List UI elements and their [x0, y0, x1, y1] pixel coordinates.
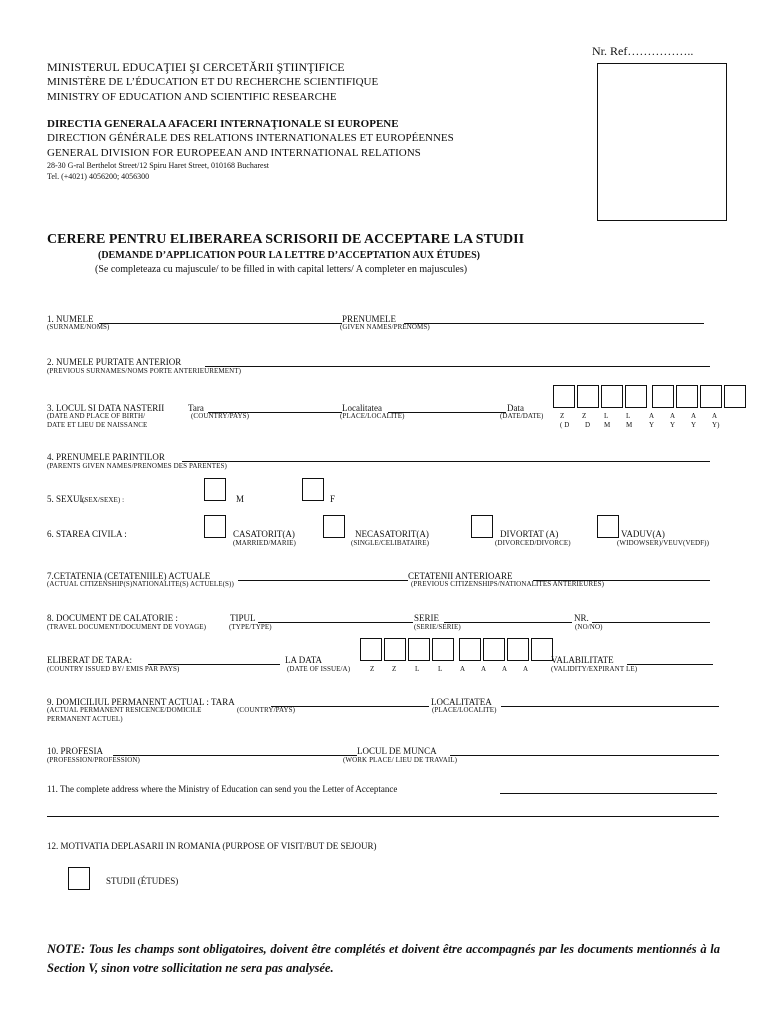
document-series-label: SERIE [414, 613, 440, 623]
divorced-sublabel: (DIVORCED/DIVORCE) [495, 539, 571, 547]
birth-date-digit-box[interactable] [724, 385, 746, 408]
previous-surnames-field[interactable] [205, 366, 710, 367]
issue-date-digit-box[interactable] [483, 638, 505, 661]
issue-date-digit-box[interactable] [459, 638, 481, 661]
birth-country-label: Tara [188, 403, 204, 413]
workplace-sublabel: (WORK PLACE/ LIEU DE TRAVAIL) [343, 756, 458, 764]
travel-document-sublabel: (TRAVEL DOCUMENT/DOCUMENT DE VOYAGE) [47, 623, 207, 631]
birth-sublabel-2: DATE ET LIEU DE NAISSANCE [47, 421, 148, 429]
residence-country-sublabel: (COUNTRY/PAYS) [237, 706, 296, 714]
document-series-sublabel: (SERIE/SERIE) [414, 623, 461, 631]
date-letter: Z [582, 412, 587, 420]
issue-date-digit-box[interactable] [432, 638, 454, 661]
studies-checkbox[interactable] [68, 867, 90, 890]
date-letter: A [502, 665, 508, 673]
document-number-label: NR. [574, 613, 589, 623]
parents-label: 4. PRENUMELE PARINTILOR [47, 452, 165, 462]
birth-date-digit-box[interactable] [625, 385, 647, 408]
birth-sublabel-1: (DATE AND PLACE OF BIRTH/ [47, 412, 146, 420]
ministry-ro: MINISTERUL EDUCAŢIEI ŞI CERCETĂRII ŞTIINŢIFICE [47, 60, 345, 74]
issued-by-label: ELIBERAT DE TARA: [47, 655, 132, 665]
issue-date-digit-box[interactable] [384, 638, 406, 661]
sex-female-label: F [330, 494, 336, 504]
residence-sublabel-2: PERMANENT ACTUEL) [47, 715, 123, 723]
birth-date-digit-box[interactable] [700, 385, 722, 408]
issue-date-digit-box[interactable] [408, 638, 430, 661]
citizenship-field[interactable] [238, 580, 408, 581]
issue-date-digit-box[interactable] [507, 638, 529, 661]
issue-date-digit-box[interactable] [531, 638, 553, 661]
date-letter: A [481, 665, 487, 673]
married-label: CASATORIT(A) [233, 529, 295, 539]
acceptance-address-label: 11. The complete address where the Ministry of Education can send you the Letter of Acceptance [47, 784, 398, 794]
residence-place-field[interactable] [501, 706, 719, 707]
date-letter: Z [370, 665, 375, 673]
surname-sublabel: (SURNAME/NOMS) [47, 323, 110, 331]
travel-document-label: 8. DOCUMENT DE CALATORIE : [47, 613, 178, 623]
birth-date-label: Data [507, 403, 524, 413]
date-letter: A [523, 665, 529, 673]
address: 28-30 G-ral Berthelot Street/12 Spiru Haret Street, 010168 Bucharest [47, 161, 269, 170]
widowed-checkbox[interactable] [597, 515, 619, 538]
birth-country-sublabel: (COUNTRY/PAYS) [191, 412, 250, 420]
date-letter: A [691, 412, 697, 420]
workplace-field[interactable] [450, 755, 719, 756]
photo-box[interactable] [597, 63, 727, 221]
direction-fr: DIRECTION GÉNÉRALE DES RELATIONS INTERNATIONALES ET EUROPÉENNES [47, 132, 454, 144]
profession-sublabel: (PROFESSION/PROFESSION) [47, 756, 140, 764]
issue-date-digit-box[interactable] [360, 638, 382, 661]
date-letter: Z [560, 412, 565, 420]
widowed-sublabel: (WIDOWSER)/VEUV(VEDF)) [617, 539, 710, 547]
studies-label: STUDII (ÉTUDES) [106, 876, 179, 886]
date-letter: Y [691, 421, 697, 429]
workplace-label: LOCUL DE MUNCA [357, 746, 437, 756]
document-number-field[interactable] [592, 622, 710, 623]
sex-sublabel: (SEX/SEXE) : [82, 496, 125, 504]
validity-sublabel: (VALIDITY/EXPIRANT LE) [551, 665, 638, 673]
issued-by-sublabel: (COUNTRY ISSUED BY/ EMIS PAR PAYS) [47, 665, 180, 673]
parents-field[interactable] [182, 461, 710, 462]
residence-sublabel-1: (ACTUAL PERMANENT RESICENCE/DOMICILE [47, 706, 202, 714]
birth-place-label: Localitatea [342, 403, 382, 413]
date-letter: D [585, 421, 591, 429]
form-subtitle: (DEMANDE D’APPLICATION POUR LA LETTRE D’ACCEPTATION AUX ÉTUDES) [98, 250, 480, 261]
date-letter: Z [392, 665, 397, 673]
profession-label: 10. PROFESIA [47, 746, 104, 756]
validity-field[interactable] [627, 664, 713, 665]
document-type-field[interactable] [258, 622, 413, 623]
issue-date-sublabel: (DATE OF ISSUE/A) [287, 665, 351, 673]
divorced-checkbox[interactable] [471, 515, 493, 538]
married-sublabel: (MARRIED/MARIE) [233, 539, 296, 547]
date-letter: Y) [712, 421, 720, 429]
birth-label: 3. LOCUL SI DATA NASTERII [47, 403, 165, 413]
citizenship-label: 7.CETATENIA (CETATENIILE) ACTUALE [47, 571, 211, 581]
date-letter: L [438, 665, 443, 673]
issue-date-label: LA DATA [285, 655, 323, 665]
ministry-en: MINISTRY OF EDUCATION AND SCIENTIFIC RESEARCHE [47, 91, 337, 103]
sex-female-checkbox[interactable] [302, 478, 324, 501]
date-letter: Y [670, 421, 676, 429]
citizenship-sublabel: (ACTUAL CITIZENSHIP(S)NATIONALITE(S) ACTUELE(S)) [47, 580, 234, 588]
birth-date-digit-box[interactable] [676, 385, 698, 408]
given-names-field[interactable] [404, 323, 704, 324]
reference-number: Nr. Ref…………….. [592, 44, 694, 58]
sex-label: 5. SEXUL [47, 494, 85, 504]
document-series-field[interactable] [444, 622, 572, 623]
date-letter: A [460, 665, 466, 673]
given-names-label: PRENUMELE [342, 314, 396, 324]
birth-place-field[interactable] [388, 412, 506, 413]
date-letter: ( D [560, 421, 570, 429]
validity-label: VALABILITATE [551, 655, 614, 665]
date-letter: M [604, 421, 611, 429]
birth-date-sublabel: (DATE/DATE) [500, 412, 544, 420]
previous-citizenship-sublabel: (PREVIOUS CITIZENSHIPS/NATIONALITES ANTERIEURES) [411, 580, 605, 588]
direction-ro: DIRECTIA GENERALA AFACERI INTERNAŢIONALE SI EUROPENE [47, 118, 399, 130]
direction-en: GENERAL DIVISION FOR EUROPEEAN AND INTERNATIONAL RELATIONS [47, 147, 421, 159]
date-letter: L [415, 665, 420, 673]
divorced-label: DIVORTAT (A) [500, 529, 559, 539]
birth-date-digit-box[interactable] [553, 385, 575, 408]
residence-place-label: LOCALITATEA [431, 697, 492, 707]
document-type-sublabel: (TYPE/TYPE) [229, 623, 272, 631]
surname-field[interactable] [99, 323, 342, 324]
date-letter: L [626, 412, 631, 420]
birth-date-digit-box[interactable] [577, 385, 599, 408]
acceptance-address-field-2[interactable] [47, 816, 719, 817]
residence-place-sublabel: (PLACE/LOCALITE) [432, 706, 497, 714]
parents-sublabel: (PARENTS GIVEN NAMES/PRENOMES DES PARENTES) [47, 462, 227, 470]
sex-male-checkbox[interactable] [204, 478, 226, 501]
phone: Tel. (+4021) 4056200; 4056300 [47, 172, 150, 181]
ministry-fr: MINISTÈRE DE L’ÉDUCATION ET DU RECHERCHE SCIENTIFIQUE [47, 76, 379, 88]
birth-place-sublabel: (PLACE/LOCALITE) [340, 412, 405, 420]
single-label: NECASATORIT(A) [355, 529, 429, 539]
profession-field[interactable] [113, 755, 357, 756]
single-checkbox[interactable] [323, 515, 345, 538]
sex-male-label: M [236, 494, 245, 504]
acceptance-address-field[interactable] [500, 793, 717, 794]
form-title: CERERE PENTRU ELIBERAREA SCRISORII DE ACCEPTARE LA STUDII [47, 232, 525, 247]
surname-label: 1. NUMELE [47, 314, 94, 324]
given-names-sublabel: (GIVEN NAMES/PRENOMS) [340, 323, 430, 331]
widowed-label: VADUV(A) [621, 529, 665, 539]
previous-surnames-label: 2. NUMELE PURTATE ANTERIOR [47, 357, 182, 367]
date-letter: Y [649, 421, 655, 429]
form-instructions: (Se completeaza cu majuscule/ to be filled in with capital letters/ A completer en majuscules) [95, 264, 468, 275]
birth-date-digit-box[interactable] [601, 385, 623, 408]
document-type-label: TIPUL [230, 613, 256, 623]
date-letter: A [712, 412, 718, 420]
single-sublabel: (SINGLE/CELIBATAIRE) [351, 539, 430, 547]
date-letter: A [670, 412, 676, 420]
date-letter: L [604, 412, 609, 420]
date-letter: A [649, 412, 655, 420]
previous-citizenship-label: CETATENII ANTERIOARE [408, 571, 513, 581]
previous-surnames-sublabel: (PREVIOUS SURNAMES/NOMS PORTE ANTERIEUREMENT) [47, 367, 242, 375]
civil-status-label: 6. STAREA CIVILA : [47, 529, 127, 539]
married-checkbox[interactable] [204, 515, 226, 538]
birth-date-digit-box[interactable] [652, 385, 674, 408]
purpose-label: 12. MOTIVATIA DEPLASARII IN ROMANIA (PURPOSE OF VISIT/BUT DE SEJOUR) [47, 841, 377, 851]
residence-label: 9. DOMICILIUL PERMANENT ACTUAL : TARA [47, 697, 235, 707]
date-letter: M [626, 421, 633, 429]
footer-note: NOTE: Tous les champs sont obligatoires, doivent être complétés et doivent être accompagnés par les documents mentionnés à la Section V, sinon votre sollicitation ne sera pas analysée. [47, 942, 720, 975]
document-number-sublabel: (NO/NO) [575, 623, 603, 631]
